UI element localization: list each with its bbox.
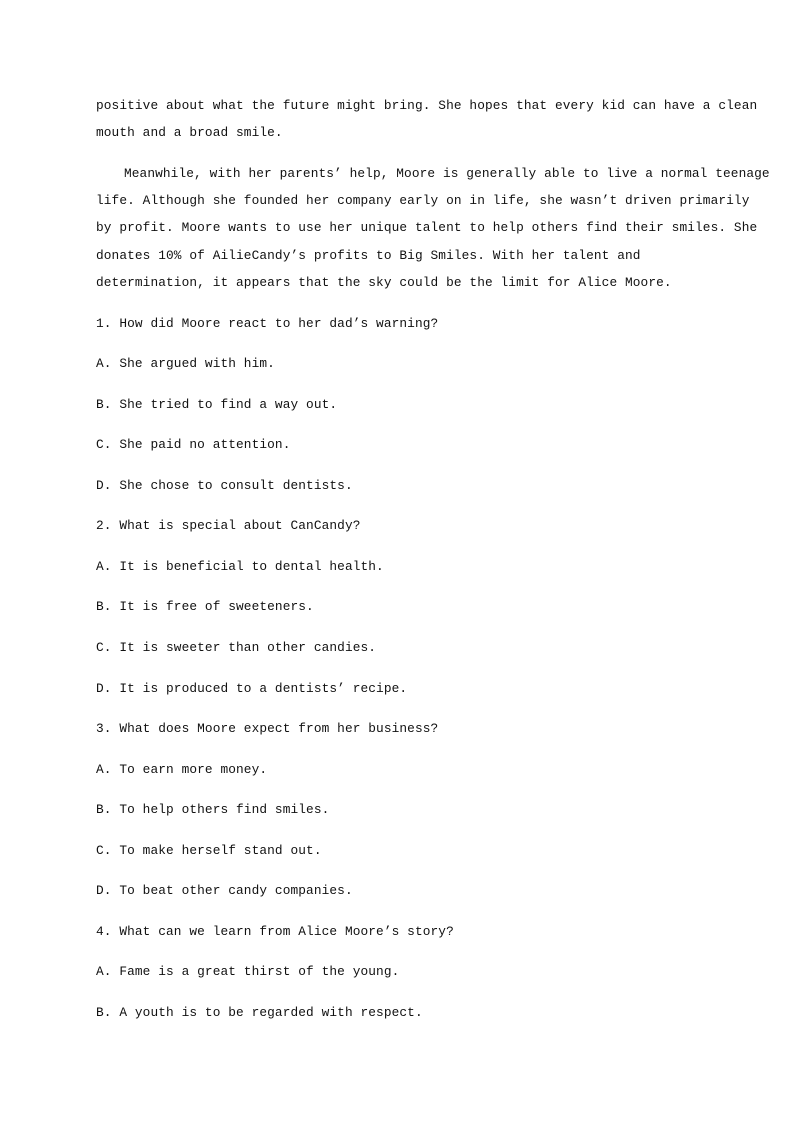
question-3-option-d: D. To beat other candy companies. <box>96 883 353 898</box>
passage-line: positive about what the future might bring. She hopes that every kid can have a clean <box>96 98 758 113</box>
question-2-stem: 2. What is special about CanCandy? <box>96 518 361 533</box>
question-2-option-c: C. It is sweeter than other candies. <box>96 640 377 655</box>
question-1-option-b: B. She tried to find a way out. <box>96 397 338 412</box>
question-3-stem: 3. What does Moore expect from her business? <box>96 721 439 736</box>
question-1-stem: 1. How did Moore react to her dad’s warning? <box>96 316 439 331</box>
question-3-option-c: C. To make herself stand out. <box>96 843 322 858</box>
question-2-option-b: B. It is free of sweeteners. <box>96 599 314 614</box>
passage-line: mouth and a broad smile. <box>96 125 283 140</box>
question-4-option-a: A. Fame is a great thirst of the young. <box>96 964 400 979</box>
question-3-option-b: B. To help others find smiles. <box>96 802 330 817</box>
passage-line: life. Although she founded her company early on in life, she wasn’t driven primarily <box>96 193 750 208</box>
passage-line: determination, it appears that the sky could be the limit for Alice Moore. <box>96 275 672 290</box>
question-4-option-b: B. A youth is to be regarded with respect. <box>96 1005 423 1020</box>
question-2-option-a: A. It is beneficial to dental health. <box>96 559 384 574</box>
question-3-option-a: A. To earn more money. <box>96 762 268 777</box>
question-1-option-a: A. She argued with him. <box>96 356 275 371</box>
passage-line: Meanwhile, with her parents’ help, Moore is generally able to live a normal teenage <box>124 166 770 181</box>
question-4-stem: 4. What can we learn from Alice Moore’s story? <box>96 924 454 939</box>
question-1-option-c: C. She paid no attention. <box>96 437 291 452</box>
passage-line: donates 10% of AilieCandy’s profits to Big Smiles. With her talent and <box>96 248 641 263</box>
question-1-option-d: D. She chose to consult dentists. <box>96 478 353 493</box>
question-2-option-d: D. It is produced to a dentists’ recipe. <box>96 681 408 696</box>
passage-line: by profit. Moore wants to use her unique talent to help others find their smiles. She <box>96 220 758 235</box>
